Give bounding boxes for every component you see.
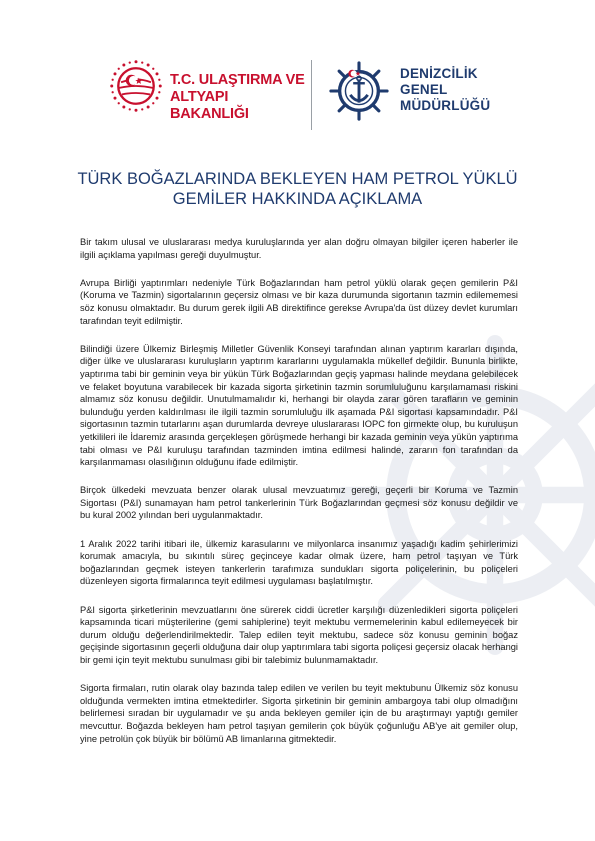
ship-wheel-anchor-icon: [328, 60, 390, 122]
directorate-name: [400, 66, 530, 114]
paragraph: Birçok ülkedeki mevzuata benzer olarak ulusal mevzuatımız gereği, geçerli bir Koruma ve Tazmin Sigortası (P&I) sunamayan ham petrol tankerlerinin Türk Boğazlarından geçmesi söz konusu değildir ve bu kural 2002 yılından beri uygulanmaktadır.: [80, 485, 518, 521]
ministry-name: [170, 72, 310, 123]
paragraph: 1 Aralık 2022 tarihi itibari ile, ülkemiz karasularını ve milyonlarca insanımız yaşadığı kadim şehirlerimizi korumak amacıyla, bu sıkıntılı süreç geçinceye kadar olmak üzere, ham petrol taşıyan ve Türk boğazlarından geçmek isteyen tankerlerin tarafımıza sundukları sigorta poliçelerinin, bu poliçeleri düzenleyen sigorta firmalarınca teyit edilmesi uygulaması başlatılmıştır.: [80, 538, 518, 587]
paragraph: Sigorta firmaları, rutin olarak olay bazında talep edilen ve verilen bu teyit mektubunu Ülkemiz söz konusu olduğunda vermekten imtina etmektedirler. Sigorta şirketinin bir geminin ambargoya tabi olup olmadığını belirlemesi sıradan bir uygulamadır ve şu anda bekleyen gemiler için de bu araştırmayı yaptığı gemiler mevcuttur. Boğazda bekleyen ham petrol taşıyan gemilerin çok büyük çoğunluğu AB'ye ait gemiler olup, yine petrolün çok büyük bir bölümü AB limanlarına gitmektedir.: [80, 683, 518, 744]
ministry-name-line2: ALTYAPI BAKANLIĞI: [170, 89, 249, 122]
document-title: [40, 169, 555, 209]
directorate-name-line2: GENEL: [400, 82, 448, 97]
directorate-name-line3: MÜDÜRLÜĞÜ: [400, 98, 491, 113]
directorate-name-line1: DENİZCİLİK: [400, 66, 478, 81]
document-title-line2: GEMİLER HAKKINDA AÇIKLAMA: [172, 190, 423, 208]
paragraph: P&I sigorta şirketlerinin mevzuatlarını öne sürerek ciddi ücretler karşılığı düzenledikleri sigorta poliçeleri kapsamında ticari müşterilerine (gemi sahiplerine) teyit mektubu vermemelerinin kabul edilemeyecek bir durum olduğu değerlendirilmektedir. Talep edilen teyit mektubu, sadece söz konusu geminin boğaz geçişinde sigortasının geçerli olduğuna dair olup yaptırımlara tabi sigorta poliçesi geçersiz olacak herhangi bir gemi için teyit mektubu sunulması gibi bir talebimiz bulunmamaktadır.: [80, 604, 518, 665]
ministry-name-line1: T.C. ULAŞTIRMA VE: [170, 72, 305, 88]
header-divider: [311, 60, 312, 130]
document-body: [80, 236, 518, 745]
letterhead: [0, 0, 595, 140]
document-title-line1: TÜRK BOĞAZLARINDA BEKLEYEN HAM PETROL YÜKLÜ: [77, 170, 518, 188]
paragraph: Bir takım ulusal ve uluslararası medya kuruluşlarında yer alan doğru olmayan bilgiler içeren haberler ile ilgili açıklama yapılması gereği duyulmuştur.: [80, 237, 518, 260]
globe-crescent-star-icon: [108, 58, 164, 114]
paragraph: Bilindiği üzere Ülkemiz Birleşmiş Milletler Güvenlik Konseyi tarafından alınan yaptırım kararları dışında, diğer ülke ve uluslararası kuruluşların yaptırım kararlarını uygulamakla mükellef değildir. Bununla birlikte, yaptırıma tabi bir geminin veya bir yükün Türk Boğazlarından geçiş yapması halinde meydana gelebilecek ve felaket boyutuna varabilecek bir kazada sigorta şirketinin tazmin sorumluluğunu karşılamaması riskini almamız söz konusu değildir. Unutulmamalıdır ki, herhangi bir olayda zarar gören tarafların ve geminin bulunduğu yerden kaldırılması ile ilgili tazmin sorumluluğu ilk aşamada P&I sigortası kapsamındadır. P&I sigortasının tazmin tutarlarını aşan durumlarda devreye uluslararası IOPC fon girmekte olup, bu kuruluşun yetkilileri ile İdaremiz arasında gerçekleşen görüşmede herhangi bir kazada geminin veya yükün yaptırıma tabi olması ve P&I kuruluşu tarafından tazminden imtina edilmesi halinde, zararın fon tarafından da karşılanmaması olasılığının olduğunu ifade edilmiştir.: [80, 343, 518, 468]
paragraph: Avrupa Birliği yaptırımları nedeniyle Türk Boğazlarından ham petrol yüklü olarak geçen gemilerin P&I (Koruma ve Tazmin) sigortalarının geçersiz olması ve bir kaza durumunda sigortanın tazmin edilememesi söz konusu olmaktadır. Bu durum gerek ilgili AB direktifince gerekse Avrupa'da üst düzey devlet kurumları tarafından teyit edilmiştir.: [80, 277, 518, 326]
